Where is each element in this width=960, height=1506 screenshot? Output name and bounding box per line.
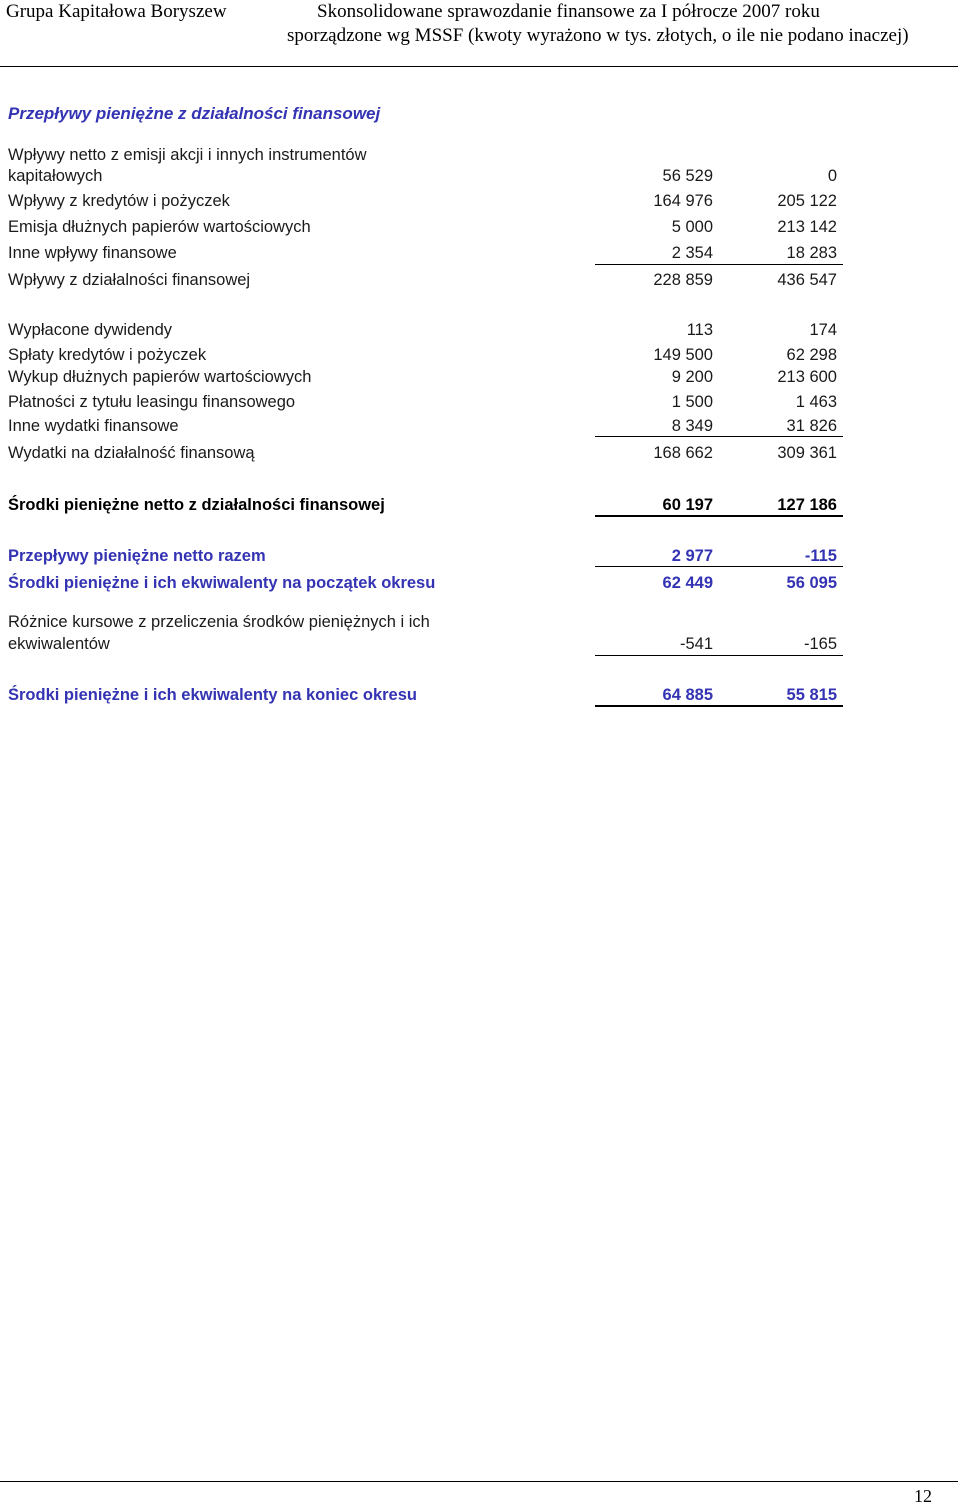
row-label-line2: kapitałowych — [8, 167, 103, 185]
row-value-previous: 0 — [827, 167, 837, 185]
fx-differences-label-line1: Różnice kursowe z przeliczenia środków pieniężnych i ich — [8, 613, 430, 631]
row-value-current: 9 200 — [671, 368, 713, 386]
row-label: Wpływy z kredytów i pożyczek — [8, 192, 230, 210]
row-value-current: 2 354 — [671, 244, 713, 262]
subtotal-underline — [595, 655, 843, 656]
section-title: Przepływy pieniężne z działalności finansowej — [8, 104, 381, 123]
row-label-line1: Wpływy netto z emisji akcji i innych instrumentów — [8, 146, 367, 164]
row-value-current: 168 662 — [653, 444, 713, 462]
row-value-current: 228 859 — [653, 271, 713, 289]
net-financing-total-previous: 127 186 — [777, 496, 837, 514]
fx-differences-current: -541 — [679, 635, 713, 653]
row-label: Wydatki na działalność finansową — [8, 444, 255, 462]
row-value-current: 164 976 — [653, 192, 713, 210]
row-value-previous: 31 826 — [786, 417, 837, 435]
row-label: Emisja dłużnych papierów wartościowych — [8, 218, 311, 236]
row-value-previous: 1 463 — [795, 393, 837, 411]
footer-divider — [0, 1481, 958, 1482]
fx-differences-previous: -165 — [803, 635, 837, 653]
row-value-previous: 18 283 — [786, 244, 837, 262]
row-value-current: 5 000 — [671, 218, 713, 236]
row-value-current: 8 349 — [671, 417, 713, 435]
row-value-previous: 436 547 — [777, 271, 837, 289]
cash-beginning-label: Środki pieniężne i ich ekwiwalenty na początek okresu — [8, 574, 436, 592]
cash-beginning-previous: 56 095 — [786, 574, 837, 592]
report-subtitle: sporządzone wg MSSF (kwoty wyrażono w tys. złotych, o ile nie podano inaczej) — [287, 25, 909, 46]
row-value-current: 149 500 — [653, 346, 713, 364]
row-value-current: 56 529 — [662, 167, 713, 185]
fx-differences-label-line2: ekwiwalentów — [8, 635, 110, 653]
row-label: Płatności z tytułu leasingu finansowego — [8, 393, 296, 411]
row-label: Spłaty kredytów i pożyczek — [8, 346, 207, 364]
subtotal-underline — [595, 436, 843, 437]
header-divider — [0, 66, 958, 67]
total-underline — [595, 515, 843, 517]
row-label: Wykup dłużnych papierów wartościowych — [8, 368, 312, 386]
report-title: Skonsolidowane sprawozdanie finansowe za I półrocze 2007 roku — [317, 1, 820, 22]
total-underline — [595, 705, 843, 707]
row-value-previous: 213 600 — [777, 368, 837, 386]
cash-end-label: Środki pieniężne i ich ekwiwalenty na koniec okresu — [8, 686, 417, 704]
row-value-current: 113 — [686, 321, 713, 339]
row-value-previous: 309 361 — [777, 444, 837, 462]
row-value-previous: 205 122 — [777, 192, 837, 210]
cash-beginning-current: 62 449 — [662, 574, 713, 592]
cash-end-current: 64 885 — [662, 686, 713, 704]
net-financing-total-label: Środki pieniężne netto z działalności finansowej — [8, 496, 385, 514]
row-label: Wypłacone dywidendy — [8, 321, 173, 339]
row-value-previous: 62 298 — [786, 346, 837, 364]
row-value-previous: 174 — [809, 321, 837, 339]
row-label: Inne wydatki finansowe — [8, 417, 179, 435]
row-value-current: 1 500 — [671, 393, 713, 411]
net-financing-total-current: 60 197 — [662, 496, 713, 514]
net-cash-flow-current: 2 977 — [671, 547, 713, 565]
company-name: Grupa Kapitałowa Boryszew — [6, 1, 227, 22]
net-cash-flow-label: Przepływy pieniężne netto razem — [8, 547, 266, 565]
subtotal-underline — [595, 264, 843, 265]
total-underline — [595, 566, 843, 567]
row-label: Inne wpływy finansowe — [8, 244, 177, 262]
cash-end-previous: 55 815 — [786, 686, 837, 704]
net-cash-flow-previous: -115 — [804, 547, 837, 565]
row-label: Wpływy z działalności finansowej — [8, 271, 251, 289]
row-value-previous: 213 142 — [777, 218, 837, 236]
page-number: 12 — [914, 1486, 932, 1506]
